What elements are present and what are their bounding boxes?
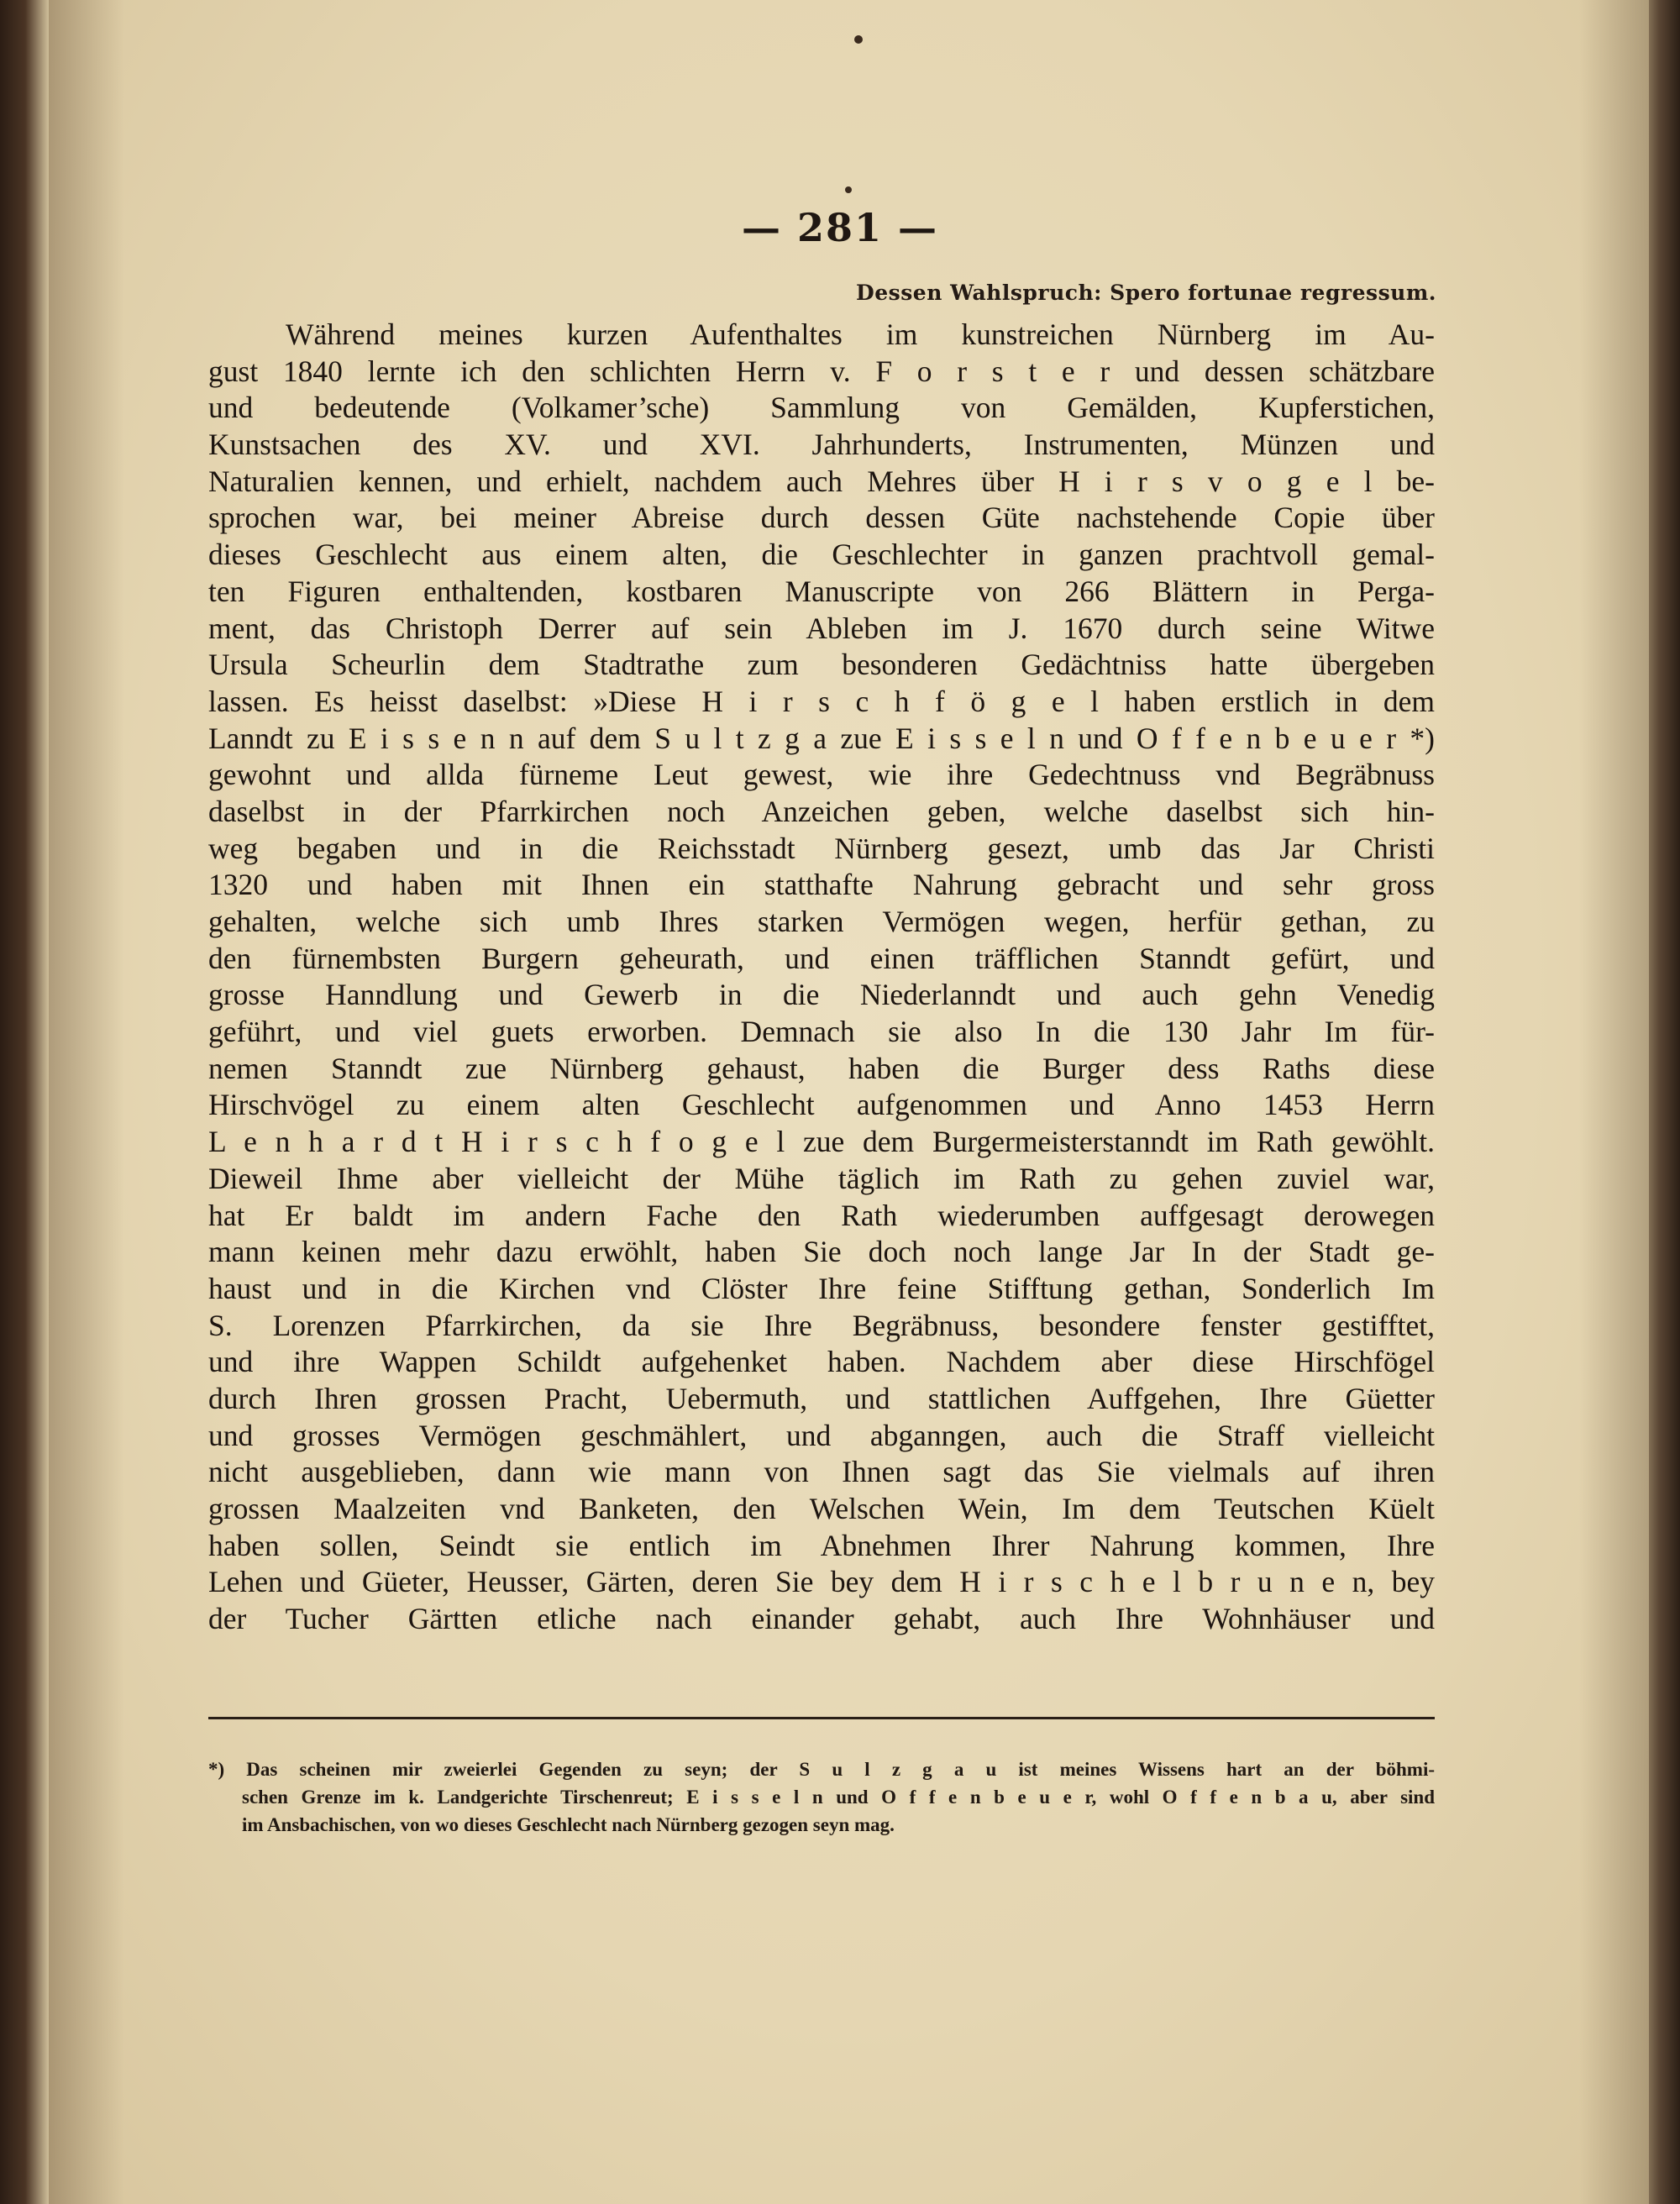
text-line: hat Er baldt im andern Fache den Rath wiederumben auffgesagt derowegen	[208, 1198, 1435, 1232]
text-line: der Tucher Gärtten etliche nach einander gehabt, auch Ihre Wohnhäuser und	[208, 1602, 1435, 1636]
margin-ink-dot	[854, 35, 863, 44]
text-line: geführt, und viel guets erworben. Demnach sie also In die 130 Jahr Im für-	[208, 1015, 1435, 1049]
footnote-separator-rule	[208, 1717, 1435, 1719]
text-line: den fürnembsten Burgern geheurath, und einen träfflichen Stanndt gefürt, und	[208, 941, 1435, 975]
text-line: gehalten, welche sich umb Ihres starken Vermögen wegen, herfür gethan, zu	[208, 905, 1435, 938]
page-edge-shadow	[1579, 0, 1649, 2204]
text-line: ten Figuren enthaltenden, kostbaren Manuscripte von 266 Blättern in Perga-	[208, 574, 1435, 608]
text-line: Hirschvögel zu einem alten Geschlecht aufgenommen und Anno 1453 Herrn	[208, 1088, 1435, 1122]
text-line: und ihre Wappen Schildt aufgehenket haben. Nachdem aber diese Hirschfögel	[208, 1345, 1435, 1379]
footnote-block	[208, 1755, 1435, 1839]
main-text-block	[208, 317, 1435, 1638]
text-line: mann keinen mehr dazu erwöhlt, haben Sie doch noch lange Jar In der Stadt ge-	[208, 1235, 1435, 1269]
text-line: haben sollen, Seindt sie entlich im Abnehmen Ihrer Nahrung kommen, Ihre	[208, 1528, 1435, 1562]
text-line: sprochen war, bei meiner Abreise durch dessen Güte nachstehende Copie über	[208, 501, 1435, 535]
text-line: ment, das Christoph Derrer auf sein Ableben im J. 1670 durch seine Witwe	[208, 611, 1435, 645]
text-line: grossen Maalzeiten vnd Banketen, den Welschen Wein, Im dem Teutschen Küelt	[208, 1492, 1435, 1525]
footnote-line: *) Das scheinen mir zweierlei Gegenden zu seyn; der S u l z g a u ist meines Wissens hart an der böhmi-	[208, 1759, 1435, 1780]
spine-shadow	[49, 0, 124, 2204]
text-line: durch Ihren grossen Pracht, Uebermuth, und stattlichen Auffgehen, Ihre Güetter	[208, 1381, 1435, 1415]
text-line: Naturalien kennen, und erhielt, nachdem auch Mehres über H i r s v o g e l be-	[208, 464, 1435, 498]
text-line: grosse Hanndlung und Gewerb in die Niederlanndt und auch gehn Venedig	[208, 978, 1435, 1012]
text-line: haust und in die Kirchen vnd Clöster Ihre feine Stifftung gethan, Sonderlich Im	[208, 1271, 1435, 1305]
text-line: S. Lorenzen Pfarrkirchen, da sie Ihre Begräbnuss, besondere fenster gestifftet,	[208, 1308, 1435, 1342]
text-line: weg begaben und in die Reichsstadt Nürnberg gesezt, umb das Jar Christi	[208, 831, 1435, 865]
text-line: Lehen und Güeter, Heusser, Gärten, deren Sie bey dem H i r s c h e l b r u n e n, bey	[208, 1565, 1435, 1599]
text-line: nicht ausgeblieben, dann wie mann von Ihnen sagt das Sie vielmals auf ihren	[208, 1455, 1435, 1489]
text-line: 1320 und haben mit Ihnen ein statthafte Nahrung gebracht und sehr gross	[208, 868, 1435, 902]
text-line: gewohnt und allda fürneme Leut gewest, wie ihre Gedechtnuss vnd Begräbnuss	[208, 758, 1435, 792]
text-line: und grosses Vermögen geschmählert, und abganngen, auch die Straff vielleicht	[208, 1418, 1435, 1452]
text-line: Ursula Scheurlin dem Stadtrathe zum besonderen Gedächtniss hatte übergeben	[208, 648, 1435, 682]
text-line: Dieweil Ihme aber vielleicht der Mühe täglich im Rath zu gehen zuviel war,	[208, 1161, 1435, 1195]
text-line: lassen. Es heisst daselbst: »Diese H i r s c h f ö g e l haben erstlich in dem	[208, 684, 1435, 718]
text-line: dieses Geschlecht aus einem alten, die Geschlechter in ganzen prachtvoll gemal-	[208, 538, 1435, 572]
text-line: gust 1840 lernte ich den schlichten Herrn v. F o r s t e r und dessen schätzbare	[208, 354, 1435, 388]
text-line: L e n h a r d t H i r s c h f o g e l zue dem Burgermeisterstanndt im Rath gewöhlt.	[208, 1125, 1435, 1159]
text-line: nemen Stanndt zue Nürnberg gehaust, haben die Burger dess Raths diese	[208, 1051, 1435, 1085]
margin-ink-dot	[845, 186, 852, 193]
footnote-line: schen Grenze im k. Landgerichte Tirschenreut; E i s s e l n und O f f e n b e u e r, wohl O f f e n b a u, aber sind	[242, 1787, 1435, 1808]
motto-line: Dessen Wahlspruch: Spero fortunae regressum.	[856, 281, 1436, 305]
text-line: daselbst in der Pfarrkirchen noch Anzeichen geben, welche daselbst sich hin-	[208, 794, 1435, 828]
text-line: Kunstsachen des XV. und XVI. Jahrhunderts, Instrumenten, Münzen und	[208, 428, 1435, 462]
page-number: — 281 —	[741, 205, 939, 250]
text-line: Während meines kurzen Aufenthaltes im kunstreichen Nürnberg im Au-	[286, 317, 1435, 351]
text-line: und bedeutende (Volkamer’sche) Sammlung von Gemälden, Kupferstichen,	[208, 391, 1435, 425]
footnote-line: im Ansbachischen, von wo dieses Geschlecht nach Nürnberg gezogen seyn mag.	[242, 1814, 895, 1835]
text-line: Lanndt zu E i s s e n n auf dem S u l t z g a zue E i s s e l n und O f f e n b e u e r *)	[208, 721, 1435, 755]
